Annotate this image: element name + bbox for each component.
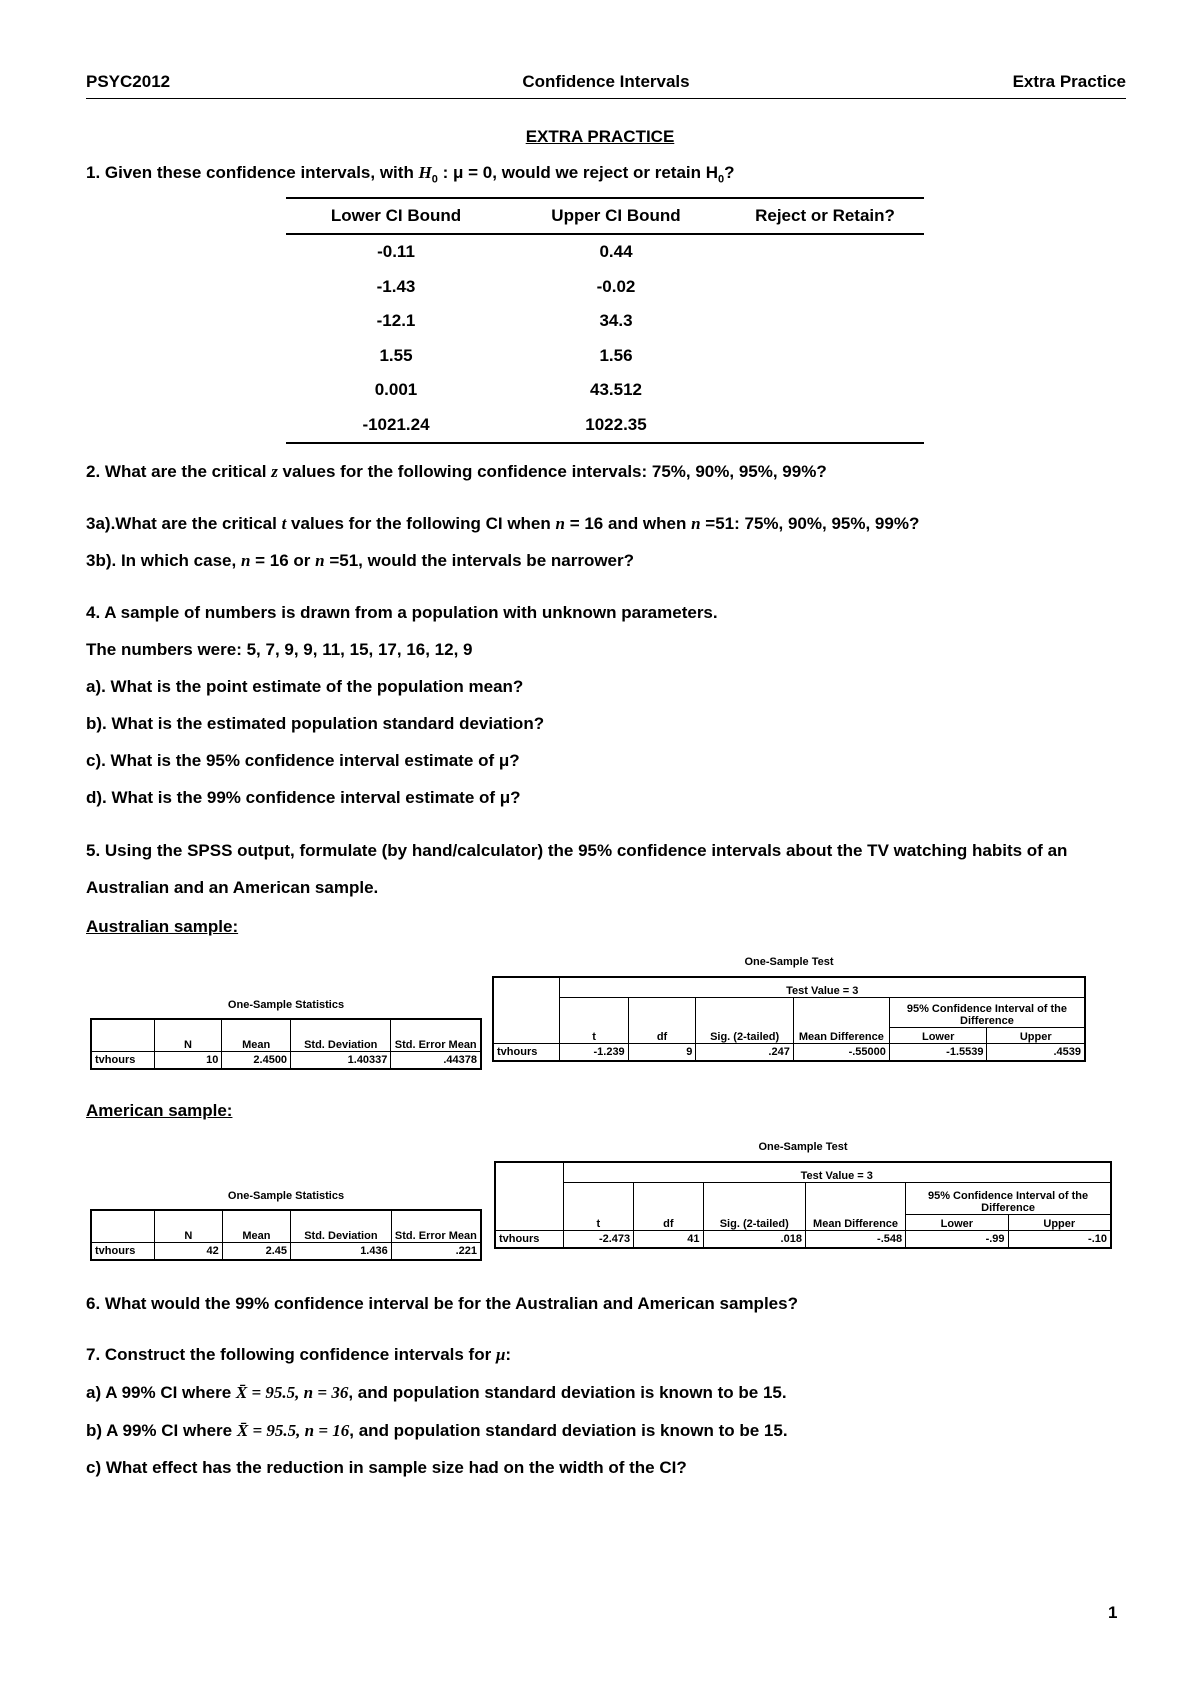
question-7b: b) A 99% CI where X̄ = 95.5, n = 16, and population standard deviation is known to be 15. [86,1421,788,1440]
question-7-intro: 7. Construct the following confidence intervals for μ: [86,1345,512,1364]
header-course: PSYC2012 [86,72,171,91]
american-sample-label: American sample: [86,1101,233,1120]
aus-stats-table: N Mean Std. Deviation Std. Error Mean tvhours 10 2.4500 1.40337 .44378 [90,1018,482,1070]
page-title: EXTRA PRACTICE [525,127,675,146]
question-6: 6. What would the 99% confidence interval be for the Australian and American samples? [86,1294,798,1313]
question-4a: a). What is the point estimate of the population mean? [86,677,524,696]
ci-table [286,197,924,444]
table-row: -0.11 0.44 [377,242,633,262]
header-section: Extra Practice [1012,72,1126,91]
aus-stats-title: One-Sample Statistics [227,999,345,1011]
question-2: 2. What are the critical z values for the following confidence intervals: 75%, 90%, 95%, 99%? [86,462,827,481]
table-row: -1021.24 1022.35 [286,408,924,444]
table-row: tvhours -2.473 41 .018 -.548 -.99 -.10 [495,1230,1111,1248]
ci-header-lower: Lower CI Bound [286,198,506,234]
question-7a: a) A 99% CI where X̄ = 95.5, n = 36, and population standard deviation is known to be 15. [86,1383,787,1402]
table-row: -12.1 34.3 [376,311,633,331]
question-5-line2: Australian and an American sample. [86,878,379,897]
question-1: 1. Given these confidence intervals, with $H_0$ : μ = 0, would we reject or retain $H_0$? [86,163,735,186]
us-stats-title: One-Sample Statistics [227,1190,345,1202]
page-number: 1 [1108,1603,1118,1622]
ci-header-upper: Upper CI Bound [506,198,726,234]
question-3b: 3b). In which case, n = 16 or n =51, would the intervals be narrower? [86,551,635,570]
question-4-numbers: The numbers were: 5, 7, 9, 9, 11, 15, 17, 16, 12, 9 [86,640,473,659]
question-5-line1: 5. Using the SPSS output, formulate (by hand/calculator) the 95% confidence intervals about the TV watching habits of an [86,841,1068,860]
aus-test-title: One-Sample Test [744,956,834,968]
question-7c: c) What effect has the reduction in sample size had on the width of the CI? [86,1458,687,1477]
table-row: tvhours 42 2.45 1.436 .221 [91,1242,481,1260]
australian-sample-label: Australian sample: [86,917,239,936]
question-4-intro: 4. A sample of numbers is drawn from a population with unknown parameters. [86,603,718,622]
ci-header-decision: Reject or Retain? [726,198,924,234]
question-3a: 3a).What are the critical t values for the following CI when n = 16 and when n =51: 75%, 90%, 95%, 99%? [86,514,920,533]
aus-test-table: Test Value = 3 t df Sig. (2-tailed) Mean Difference 95% Confidence Interval of the Difference Lower Upper tvhours -1.239 9 .247 -.55000 -1.5539 .4539 [492,976,1086,1062]
us-stats-table: N Mean Std. Deviation Std. Error Mean tvhours 42 2.45 1.436 .221 [90,1209,482,1261]
table-row: tvhours 10 2.4500 1.40337 .44378 [91,1051,481,1069]
page-header [86,72,1126,99]
header-topic: Confidence Intervals [522,72,690,91]
table-row: 1.55 1.56 [379,345,633,365]
us-test-table: Test Value = 3 t df Sig. (2-tailed) Mean Difference 95% Confidence Interval of the Difference Lower Upper tvhours -2.473 41 .018 -.548 -.99 -.10 [494,1161,1112,1249]
table-row: -1.43 -0.02 [376,276,636,296]
question-4b: b). What is the estimated population standard deviation? [86,714,545,733]
question-4c: c). What is the 95% confidence interval estimate of μ? [86,751,520,770]
table-row: 0.001 43.512 [374,380,642,400]
table-row: tvhours -1.239 9 .247 -.55000 -1.5539 .4539 [493,1043,1085,1061]
us-test-title: One-Sample Test [758,1141,848,1153]
question-4d: d). What is the 99% confidence interval estimate of μ? [86,788,521,807]
